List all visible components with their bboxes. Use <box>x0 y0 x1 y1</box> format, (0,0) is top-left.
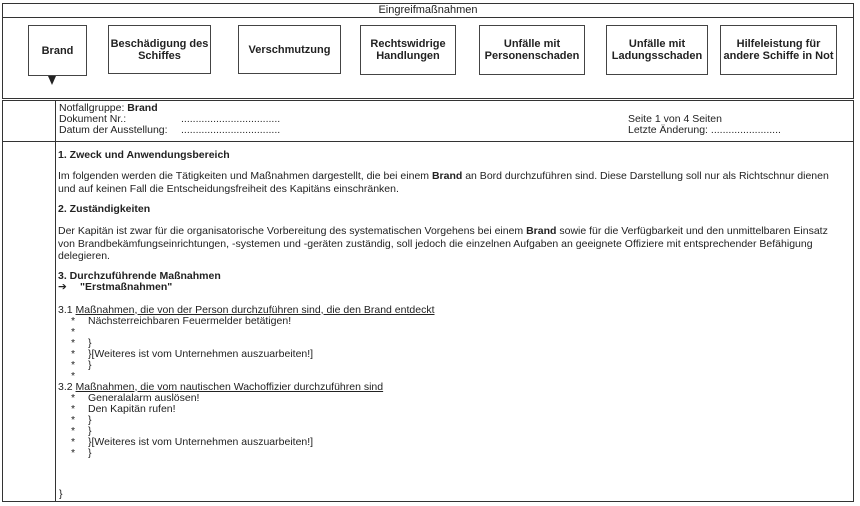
bullet-star-icon: * <box>71 424 76 437</box>
bullet-star-icon: * <box>71 402 76 415</box>
panel-title: Eingreifmaßnahmen <box>3 4 853 18</box>
last-change: Letzte Änderung: ........................ <box>628 124 781 136</box>
list-item-text: }[Weiteres ist vom Unternehmen auszuarbeiten!] <box>88 435 314 448</box>
section-3-1-title: 3.1 Maßnahmen, die von der Person durchzuführen sind, die den Brand entdeckt <box>58 303 435 316</box>
bullet-star-icon: * <box>71 435 76 448</box>
list-item <box>58 360 847 371</box>
category-assistance-ships[interactable]: Hilfeleistung für andere Schiffe in Not <box>720 25 837 75</box>
bullet-star-icon: * <box>71 347 76 360</box>
document-number-value: .................................. <box>181 113 281 125</box>
list-item-text: } <box>88 413 92 426</box>
list-item-text: } <box>88 446 92 459</box>
emergency-measures-panel <box>2 3 854 99</box>
bullet-star-icon: * <box>71 314 76 327</box>
list-item <box>58 327 847 338</box>
section-3-title: 3. Durchzuführende Maßnahmen <box>58 269 221 282</box>
list-item <box>58 316 847 327</box>
list-item <box>58 349 847 360</box>
category-label: Unfälle mit <box>503 38 561 50</box>
category-label: Verschmutzung <box>248 43 331 56</box>
category-label: Unfälle mit <box>628 38 686 50</box>
category-pollution[interactable] <box>238 25 341 74</box>
list-item-text: Nächsterreichbaren Feuermelder betätigen! <box>88 314 292 327</box>
bullet-star-icon: * <box>71 369 76 382</box>
section-3-1-list <box>58 316 847 382</box>
section-1-text: Im folgenden werden die Tätigkeiten und Maßnahmen dargestellt, die bei einem Brand an Bord durchzuführen sind. Diese Darstellung soll nur als Richtschnur dienen und auf keinen Fall die Entscheidungsfreiheit des Kapitäns einschränken. <box>58 170 829 195</box>
section-3-2-list <box>58 393 847 459</box>
list-item <box>58 415 847 426</box>
section-3-subtitle: ➔ "Erstmaßnahmen" <box>58 280 173 293</box>
category-label: Beschädigung des <box>110 37 209 50</box>
document-body <box>2 100 854 502</box>
category-brand[interactable] <box>28 25 87 76</box>
header-divider <box>3 141 853 142</box>
category-label: Hilfeleistung für <box>736 38 821 50</box>
document-number-label: Dokument Nr.: <box>59 113 127 125</box>
section-1-title: 1. Zweck und Anwendungsbereich <box>58 149 230 161</box>
section-2-text: Der Kapitän ist zwar für die organisatorische Vorbereitung des systematischen Vorgehens bei einem Brand sowie für die Verfügbarkeit und den unmittelbaren Einsatz von Brandbekämfungseinrichtungen, -systemen und -geräten zuständig, soll jedoch die einzelnen Aufgaben an geeignete Offiziere mit entsprechender Befähigung delegieren. <box>58 225 828 262</box>
closing-brace: } <box>59 488 63 500</box>
selected-arrow-icon <box>48 76 56 85</box>
list-item <box>58 371 847 382</box>
bullet-star-icon: * <box>71 358 76 371</box>
list-item-text: Generalalarm auslösen! <box>88 391 200 404</box>
emergency-group: Notfallgruppe: Brand <box>59 102 158 114</box>
margin-column-line <box>55 101 56 501</box>
list-item <box>58 437 847 448</box>
list-item <box>58 393 847 404</box>
issue-date-value: .................................. <box>181 124 281 136</box>
category-ship-damage[interactable]: Beschädigung des Schiffes <box>108 25 211 74</box>
bullet-star-icon: * <box>71 391 76 404</box>
list-item-text: } <box>88 358 92 371</box>
category-cargo-damage[interactable]: Unfälle mit Ladungsschaden <box>606 25 708 75</box>
category-personal-injury[interactable]: Unfälle mit Personenschaden <box>479 25 585 75</box>
page-info: Seite 1 von 4 Seiten <box>628 113 722 125</box>
list-item-text: } <box>88 424 92 437</box>
bullet-star-icon: * <box>71 325 76 338</box>
list-item-text: Den Kapitän rufen! <box>88 402 176 415</box>
document-content <box>58 149 847 459</box>
category-illegal-acts[interactable]: Rechtswidrige Handlungen <box>360 25 456 75</box>
list-item <box>58 404 847 415</box>
arrow-right-icon: ➔ <box>58 280 67 293</box>
section-3-2-title: 3.2 Maßnahmen, die vom nautischen Wachoffizier durchzuführen sind <box>58 380 384 393</box>
list-item-text: }[Weiteres ist vom Unternehmen auszuarbeiten!] <box>88 347 314 360</box>
list-item-text: } <box>88 336 92 349</box>
bullet-star-icon: * <box>71 446 76 459</box>
bullet-star-icon: * <box>71 413 76 426</box>
issue-date-label: Datum der Ausstellung: <box>59 124 168 136</box>
category-label: Rechtswidrige <box>370 38 446 50</box>
emergency-group-value: Brand <box>127 102 158 114</box>
section-2-title: 2. Zuständigkeiten <box>58 203 151 215</box>
list-item <box>58 448 847 459</box>
category-label: Brand <box>41 44 74 57</box>
bullet-star-icon: * <box>71 336 76 349</box>
